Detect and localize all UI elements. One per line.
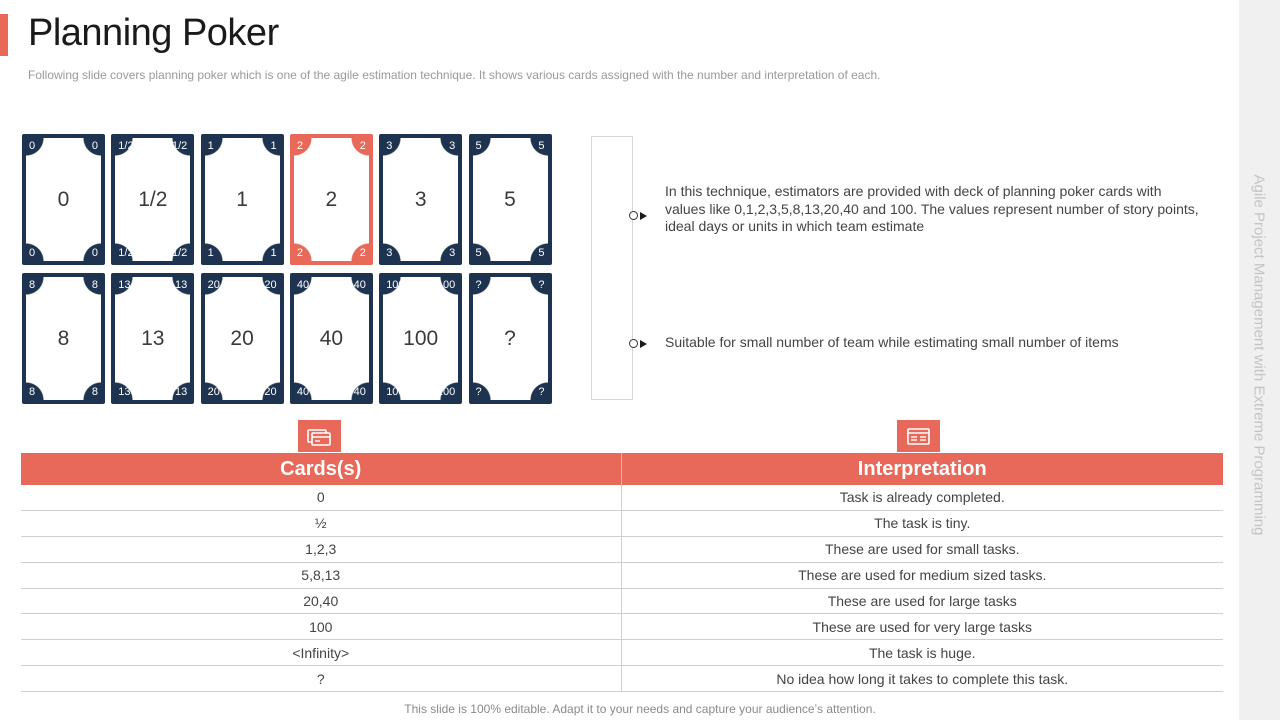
cell-interpretation: The task is tiny. — [874, 515, 971, 532]
card-corner-value: 5 — [475, 247, 482, 259]
card-corner-value: 1/2 — [118, 247, 134, 259]
side-label: Agile Project Management with Extreme Programming — [1250, 174, 1268, 536]
card-corner-value: 8 — [29, 279, 36, 291]
card-corner-value: ? — [538, 279, 545, 291]
poker-card — [111, 134, 194, 265]
card-corner-value: ? — [475, 279, 482, 291]
card-corner-value: 0 — [29, 140, 36, 152]
cell-card: <Infinity> — [21, 640, 622, 665]
card-value: 8 — [57, 326, 70, 350]
cards-icon — [298, 420, 341, 452]
cell-interpretation: These are used for very large tasks — [812, 618, 1032, 635]
card-corner-value: 100 — [386, 386, 405, 398]
table-row — [21, 589, 1223, 615]
card-corner-value: 1 — [207, 247, 214, 259]
table-row — [21, 563, 1223, 589]
card-value: 5 — [504, 187, 516, 211]
cell-interpretation: The task is huge. — [868, 644, 976, 661]
card-corner-value: 40 — [296, 386, 310, 398]
card-corner-value: 20 — [207, 279, 220, 291]
table-row — [21, 640, 1223, 666]
card-corner-value: 1/2 — [118, 140, 134, 152]
card-corner-value: 0 — [91, 247, 98, 259]
table-row — [21, 537, 1223, 563]
table-row — [21, 666, 1223, 692]
card-corner-value: 3 — [386, 140, 393, 152]
cell-card: 1,2,3 — [21, 537, 622, 562]
poker-card — [379, 273, 462, 404]
bullet-arrow-icon — [640, 340, 647, 348]
card-corner-value: 2 — [359, 140, 366, 152]
header-interpretation: Interpretation — [857, 457, 987, 480]
card-corner-value: 20 — [264, 386, 277, 398]
bullet-circle-icon — [629, 211, 638, 220]
poker-card — [201, 273, 284, 404]
card-corner-value: 8 — [29, 386, 36, 398]
card-corner-value: 3 — [386, 247, 393, 259]
card-corner-value: 3 — [449, 247, 456, 259]
card-corner-value: 100 — [436, 279, 456, 291]
card-corner-value: 2 — [296, 247, 304, 259]
card-corner-value: 2 — [359, 247, 366, 259]
poker-card — [290, 273, 373, 404]
card-corner-value: 1 — [207, 140, 214, 152]
table-header — [21, 453, 1223, 485]
card-corner-value: 40 — [353, 386, 366, 398]
page-title: Planning Poker — [28, 12, 279, 54]
card-corner-value: 1/2 — [172, 140, 188, 152]
cell-interpretation: These are used for small tasks. — [824, 541, 1020, 558]
bullet-text-2: Suitable for small number of team while estimating small number of items — [665, 334, 1119, 350]
card-value: 1 — [236, 187, 248, 211]
table-row — [21, 485, 1223, 511]
bullet-circle-icon — [629, 339, 638, 348]
card-corner-value: 1 — [270, 247, 277, 259]
poker-card — [379, 134, 462, 265]
card-value: 13 — [141, 326, 165, 350]
card-corner-value: 1/2 — [172, 247, 188, 259]
card-corner-value: ? — [538, 386, 545, 398]
card-value: 2 — [325, 187, 338, 211]
card-corner-value: 8 — [91, 279, 98, 291]
poker-card — [22, 134, 105, 265]
poker-card — [469, 134, 552, 265]
page-subtitle: Following slide covers planning poker which is one of the agile estimation technique. It shows various cards assigned with the number and interpretation of each. — [28, 68, 881, 82]
cell-card: 0 — [21, 485, 622, 510]
document-icon — [897, 420, 940, 452]
card-value: 40 — [319, 326, 344, 350]
cell-card: 100 — [21, 614, 622, 639]
table-row — [21, 511, 1223, 537]
cell-card: ½ — [21, 511, 622, 536]
card-corner-value: 13 — [118, 386, 131, 398]
card-corner-value: 2 — [296, 140, 304, 152]
card-corner-value: 13 — [175, 279, 188, 291]
card-corner-value: 13 — [175, 386, 188, 398]
poker-card — [111, 273, 194, 404]
card-value: 20 — [230, 326, 254, 350]
cell-card: ? — [21, 666, 622, 691]
card-value: ? — [504, 326, 516, 350]
title-accent-bar — [0, 14, 8, 56]
poker-card — [290, 134, 373, 265]
header-cards: Cards(s) — [21, 453, 622, 485]
footer-note: This slide is 100% editable. Adapt it to your needs and capture your audience’s attention. — [404, 702, 876, 716]
bullet-marker-1 — [629, 211, 647, 220]
cell-interpretation: These are used for medium sized tasks. — [798, 567, 1047, 584]
table-body — [21, 485, 1223, 692]
card-corner-value: 13 — [118, 279, 131, 291]
cell-card: 5,8,13 — [21, 563, 622, 588]
card-corner-value: 100 — [436, 386, 456, 398]
cell-interpretation: Task is already completed. — [839, 489, 1005, 506]
card-value: 3 — [414, 187, 427, 211]
card-corner-value: ? — [475, 386, 482, 398]
card-corner-value: 40 — [296, 279, 310, 291]
cell-interpretation: These are used for large tasks — [827, 593, 1017, 609]
bullet-marker-2 — [629, 339, 647, 348]
bullet-arrow-icon — [640, 212, 647, 220]
card-value: 1/2 — [138, 187, 168, 211]
card-corner-value: 40 — [353, 279, 366, 291]
card-corner-value: 100 — [386, 279, 405, 291]
table-row — [21, 614, 1223, 640]
card-corner-value: 3 — [449, 140, 456, 152]
card-value: 0 — [57, 187, 70, 211]
card-corner-value: 1 — [270, 140, 277, 152]
interpretation-table — [21, 453, 1223, 692]
card-corner-value: 5 — [475, 140, 482, 152]
card-corner-value: 0 — [29, 247, 36, 259]
poker-card — [201, 134, 284, 265]
card-corner-value: 5 — [538, 140, 545, 152]
description-frame — [591, 136, 633, 400]
card-value: 100 — [403, 326, 439, 350]
cell-card: 20,40 — [21, 589, 622, 614]
cell-interpretation: No idea how long it takes to complete this task. — [776, 670, 1069, 687]
poker-card — [22, 273, 105, 404]
card-corner-value: 0 — [91, 140, 98, 152]
card-corner-value: 5 — [538, 247, 545, 259]
card-corner-value: 8 — [91, 386, 98, 398]
bullet-text-1: In this technique, estimators are provided with deck of planning poker cards with values like 0,1,2,3,5,8,13,20,40 and 100. The values represent number of story points, ideal days or units in which team estimate — [665, 183, 1199, 234]
poker-card — [469, 273, 552, 404]
card-corner-value: 20 — [207, 386, 220, 398]
card-corner-value: 20 — [264, 279, 277, 291]
